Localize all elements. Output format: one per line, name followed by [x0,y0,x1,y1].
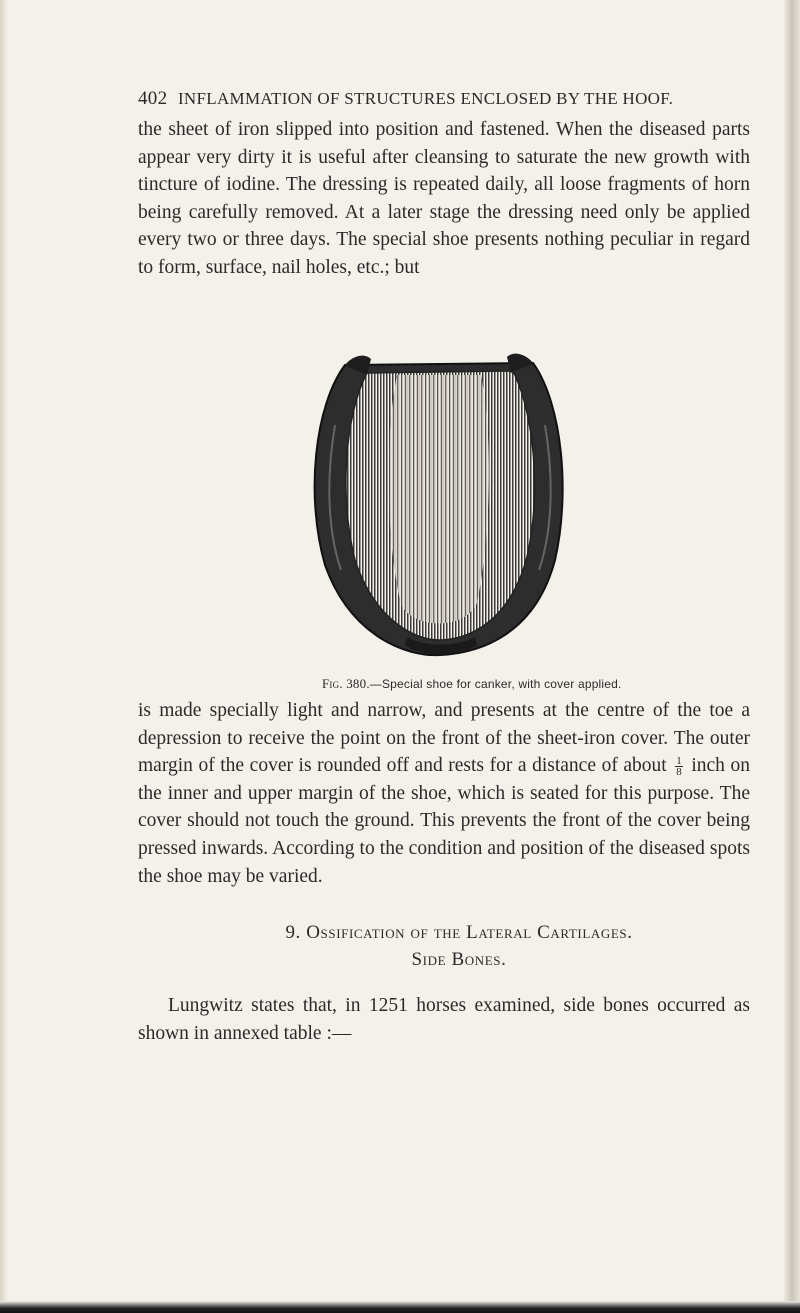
running-header [138,88,758,110]
paragraph-1: the sheet of iron slipped into position and fastened. When the diseased parts appear very dirty it is useful after cleansing to saturate the new growth with tincture of iodine. The dressing is repeated daily, all loose fragments of horn being carefully removed. At a later stage the dressing need only be applied every two or three days. The special shoe presents nothing peculiar in regard to form, surface, nail holes, etc.; but [138,119,750,278]
section-title-line-1: 9. Ossification of the Lateral Cartilages. [285,922,633,943]
section-title-line-2: Side Bones. [411,949,507,970]
paragraph-2 [138,697,750,890]
paragraph-2-part-2: inch on the inner and upper margin of the shoe, which is seated for this purpose. The cover should not touch the ground. This prevents the front of the cover being pressed inwards. According to the condition and position of the diseased spots the shoe may be varied. [138,755,751,887]
page-edge-left [0,0,8,1313]
page-edge-right [784,0,800,1313]
fraction-denominator: 8 [676,766,682,779]
running-title: INFLAMMATION OF STRUCTURES ENCLOSED BY THE HOOF. [177,89,674,108]
fraction-numerator: 1 [676,755,682,768]
horseshoe-figure [305,345,570,665]
figure-caption [322,676,622,692]
page-number: 402 [138,88,168,109]
section-heading [224,919,694,973]
paragraph-2-part-1: is made specially light and narrow, and presents at the centre of the toe a depression to receive the point on the front of the sheet-iron cover. The outer margin of the cover is rounded off and rests for a distance of about [138,700,750,777]
paragraph-3: Lungwitz states that, in 1251 horses examined, side bones occurred as shown in annexed table :— [138,995,750,1044]
horseshoe-illustration-icon [305,345,570,665]
page-bottom-edge [0,1301,800,1313]
figure-caption-text: —Special shoe for canker, with cover applied. [369,677,622,691]
fraction-one-eighth [675,756,683,777]
figure-number: Fig. 380. [322,676,370,691]
